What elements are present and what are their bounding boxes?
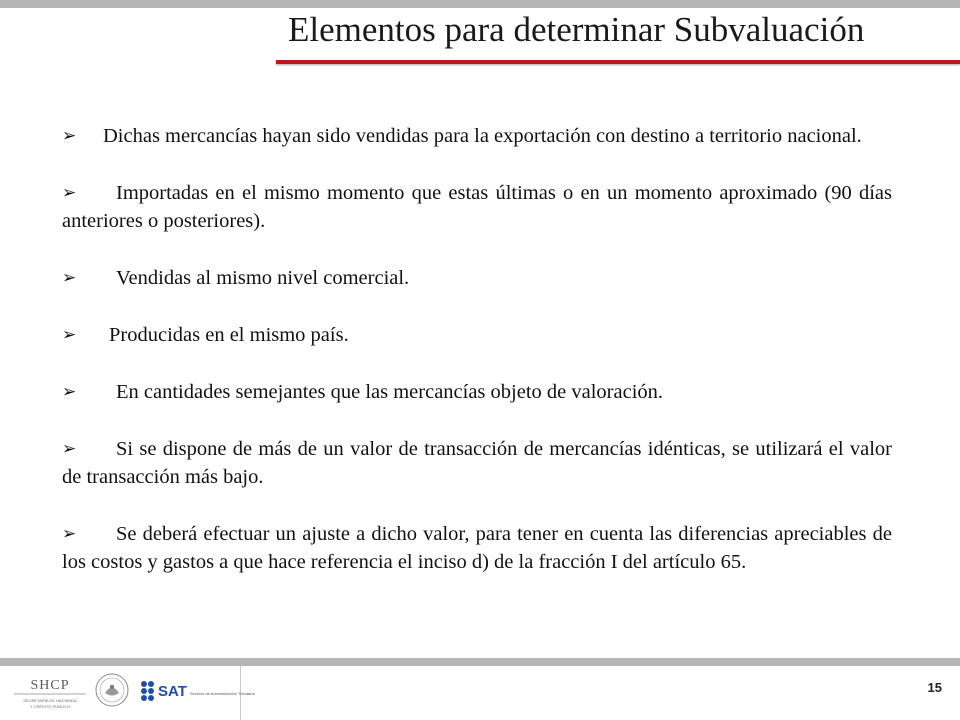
arrow-right-bullet-icon: ➢ — [62, 325, 77, 345]
arrow-right-bullet-icon: ➢ — [62, 524, 77, 544]
bullet-list — [62, 122, 892, 576]
list-item-text: Si se dispone de más de un valor de transacción de mercancías idénticas, se utilizará el valor de transacción más bajo. — [62, 438, 892, 488]
footer-bar — [0, 658, 960, 666]
list-item — [62, 122, 892, 150]
arrow-right-bullet-icon: ➢ — [62, 268, 77, 288]
shcp-logo — [12, 672, 88, 716]
list-item — [62, 378, 892, 406]
list-item — [62, 435, 892, 491]
page-number: 15 — [927, 680, 942, 695]
list-item-text: Dichas mercancías hayan sido vendidas para la exportación con destino a territorio nacional. — [103, 125, 862, 147]
sat-logo-text: SAT — [158, 683, 187, 700]
arrow-right-bullet-icon: ➢ — [62, 183, 77, 203]
svg-text:Servicio de Administración Tri: Servicio de Administración Tributaria — [190, 691, 255, 696]
shcp-logo-text: SHCP — [30, 678, 70, 693]
svg-text:SECRETARÍA DE HACIENDA: SECRETARÍA DE HACIENDA — [23, 698, 77, 703]
slide-title: Elementos para determinar Subvaluación — [288, 10, 865, 49]
list-item-text: Vendidas al mismo nivel comercial. — [116, 267, 410, 289]
list-item-text: Producidas en el mismo país. — [109, 324, 349, 346]
arrow-right-bullet-icon: ➢ — [62, 382, 77, 402]
svg-text:Y CRÉDITO PÚBLICO: Y CRÉDITO PÚBLICO — [29, 704, 71, 709]
list-item — [62, 264, 892, 292]
list-item — [62, 321, 892, 349]
list-item-text: Se deberá efectuar un ajuste a dicho valor, para tener en cuenta las diferencias apreciables de los costos y gastos a que hace referencia el inciso d) de la fracción I del artículo 65. — [62, 523, 892, 573]
list-item-text: Importadas en el mismo momento que estas últimas o en un momento aproximado (90 días anteriores o posteriores). — [62, 182, 892, 232]
list-item — [62, 179, 892, 235]
sat-logo — [138, 676, 255, 706]
top-bar — [0, 0, 960, 8]
list-item-text: En cantidades semejantes que las mercancías objeto de valoración. — [116, 381, 664, 403]
title-underline — [276, 60, 960, 64]
list-item — [62, 520, 892, 576]
arrow-right-bullet-icon: ➢ — [62, 126, 77, 146]
national-seal-icon — [94, 672, 130, 708]
arrow-right-bullet-icon: ➢ — [62, 439, 77, 459]
